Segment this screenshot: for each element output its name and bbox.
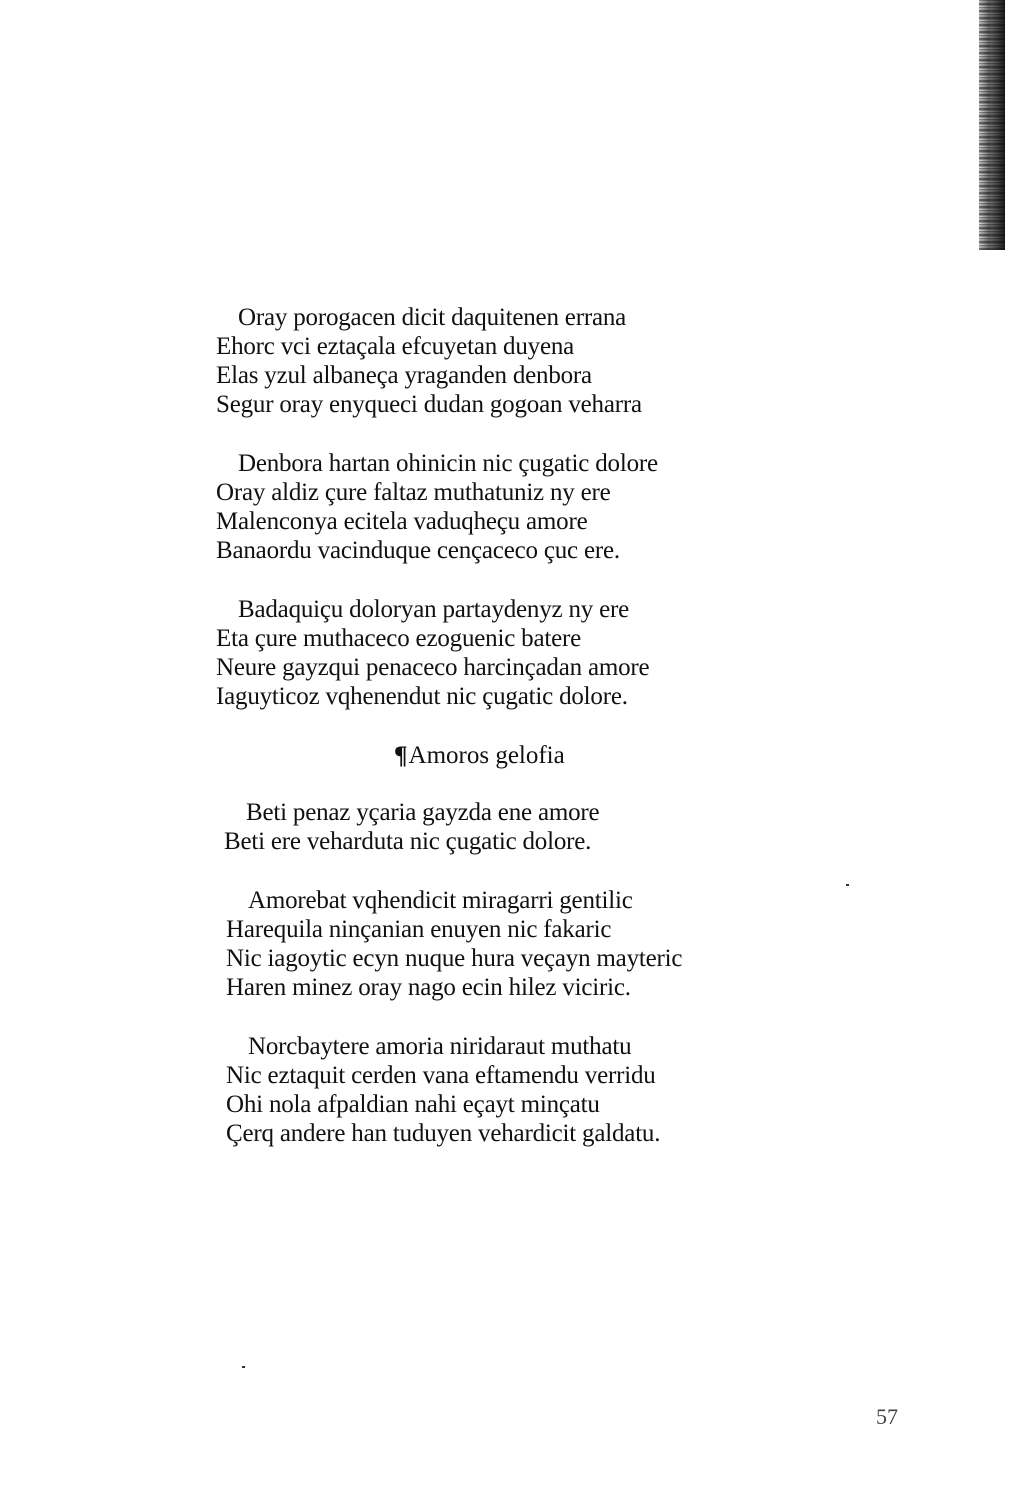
verse-line: Malenconya ecitela vaduqheçu amore: [216, 508, 588, 535]
stanza-4: [216, 798, 776, 856]
verse-line: Banaordu vacinduque cençaceco çuc ere.: [216, 537, 620, 564]
verse-line: Eta çure muthaceco ezoguenic batere: [216, 625, 581, 652]
stanza-3: [216, 595, 776, 711]
page-number: 57: [876, 1404, 898, 1429]
verse-line: Beti penaz yçaria gayzda ene amore: [246, 799, 600, 826]
pilcrow-icon: ¶: [394, 742, 408, 769]
verse-line: Çerq andere han tuduyen vehardicit galdatu.: [226, 1120, 661, 1147]
verse-line: Norcbaytere amoria niridaraut muthatu: [248, 1033, 632, 1060]
verse-line: Haren minez oray nago ecin hilez viciric.: [226, 974, 631, 1001]
scan-speck: [846, 884, 849, 886]
verse-line: Denbora hartan ohinicin nic çugatic dolore: [238, 450, 658, 477]
verse-line: Nic iagoytic ecyn nuque hura veçayn mayteric: [226, 945, 683, 972]
verse-line: Badaquiçu doloryan partaydenyz ny ere: [238, 596, 630, 623]
scan-edge-artifact: [979, 0, 1005, 250]
verse-line: Elas yzul albaneça yraganden denbora: [216, 362, 592, 389]
verse-line: Iaguyticoz vqhenendut nic çugatic dolore.: [216, 683, 628, 710]
verse-line: Neure gayzqui penaceco harcinçadan amore: [216, 654, 650, 681]
verse-line: Ehorc vci eztaçala efcuyetan duyena: [216, 333, 575, 360]
verse-line: Beti ere veharduta nic çugatic dolore.: [224, 828, 592, 855]
verse-line: Segur oray enyqueci dudan gogoan veharra: [216, 391, 642, 418]
poem-body: [216, 303, 776, 1148]
stanza-2: [216, 449, 776, 565]
stanza-6: [216, 1032, 776, 1148]
section-heading: [216, 741, 776, 770]
section-title: Amoros gelofia: [408, 742, 565, 769]
verse-line: Amorebat vqhendicit miragarri gentilic: [248, 887, 633, 914]
stanza-1: [216, 303, 776, 419]
scan-speck: [242, 1366, 245, 1368]
verse-line: Nic eztaquit cerden vana eftamendu verridu: [226, 1062, 656, 1089]
verse-line: Ohi nola afpaldian nahi eçayt minçatu: [226, 1091, 600, 1118]
verse-line: Oray porogacen dicit daquitenen errana: [238, 304, 627, 331]
verse-line: Oray aldiz çure faltaz muthatuniz ny ere: [216, 479, 611, 506]
verse-line: Harequila ninçanian enuyen nic fakaric: [226, 916, 612, 943]
stanza-5: [216, 886, 776, 1002]
